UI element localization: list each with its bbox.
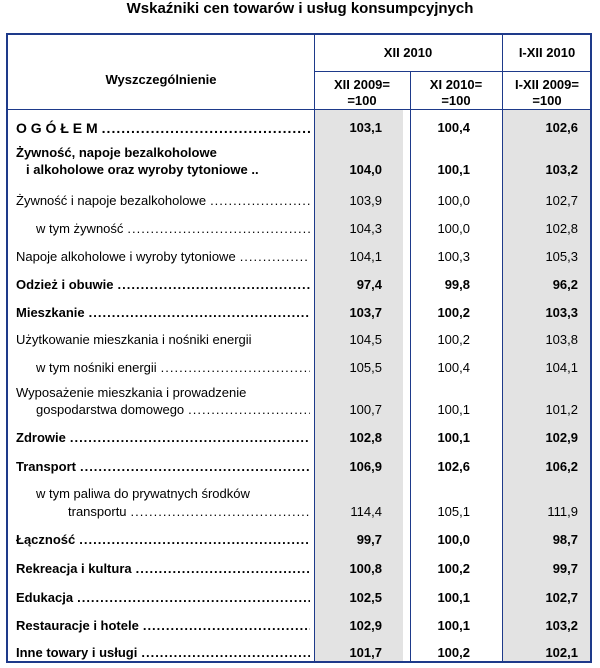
shaded-column-xii2009: [315, 109, 403, 661]
column-header-label: Wyszczególnienie: [105, 72, 217, 87]
shaded-column-i-xii2009: [502, 109, 592, 661]
table-title: Wskaźniki cen towarów i usług konsumpcyjnych: [126, 0, 474, 17]
subheader-xii2009: XII 2009= =100: [333, 77, 391, 108]
subheader-xi2010: XI 2010= =100: [429, 77, 483, 108]
column-group-i-xii2010: I-XII 2010: [518, 45, 576, 60]
subheader-i-xii2009: I-XII 2009= =100: [515, 77, 579, 108]
column-group-xii2010: XII 2010: [383, 45, 433, 60]
header-bottom-line: [8, 109, 592, 110]
header-divider: [314, 71, 592, 72]
price-index-table: Wyszczególnienie XII 2010 I-XII 2010 XII 2009= =100 XI 2010= =100 I-XII 2009= =100 O G Ó Ł E M ..... 103,1 100,4 102,6 Żywność, napoje bezalkoholowe i alkoholowe oraz wyroby tytoniowe .. 104,0 100,1 103,2 Żywność i napoje bezalkoholowe ..... 103,9 100,0 102,7 w tym żywność ..... 104,3 100,0 102,8 Napoje alkoholowe i wyroby tytoniowe ..... 104,1 100,3 105,3 Odzież i obuwie ..... 97,4 99,8 96,2 Mieszkanie ..... 103,7 100,2 103,3 Użytkowanie mieszkania i nośniki energii 104,5 100,2 103,8 w tym nośniki energii ..... 105,5 100,4 104,1 Wyposażenie mieszkania i prowadzenie gospodarstwa domowego ..... 100,7 100,1 101,2 Zdrowie ..... 102,8 100,1 102,9 Transport ..... 106,9 102,6 106,2 w tym paliwa do prywatnych środków transportu ..... 114,4 105,1 111,9 Łączność ..... 99,7 100,0 98,7 Rekreacja i kultura ..... 100,8 100,2 99,7 Edukacja ..... 102,5 100,1 102,7 Restauracje i hotele ..... 102,9 100,1 103,2 Inne towary i usługi ..... 101,7 100,2 102,1: [6, 33, 592, 663]
